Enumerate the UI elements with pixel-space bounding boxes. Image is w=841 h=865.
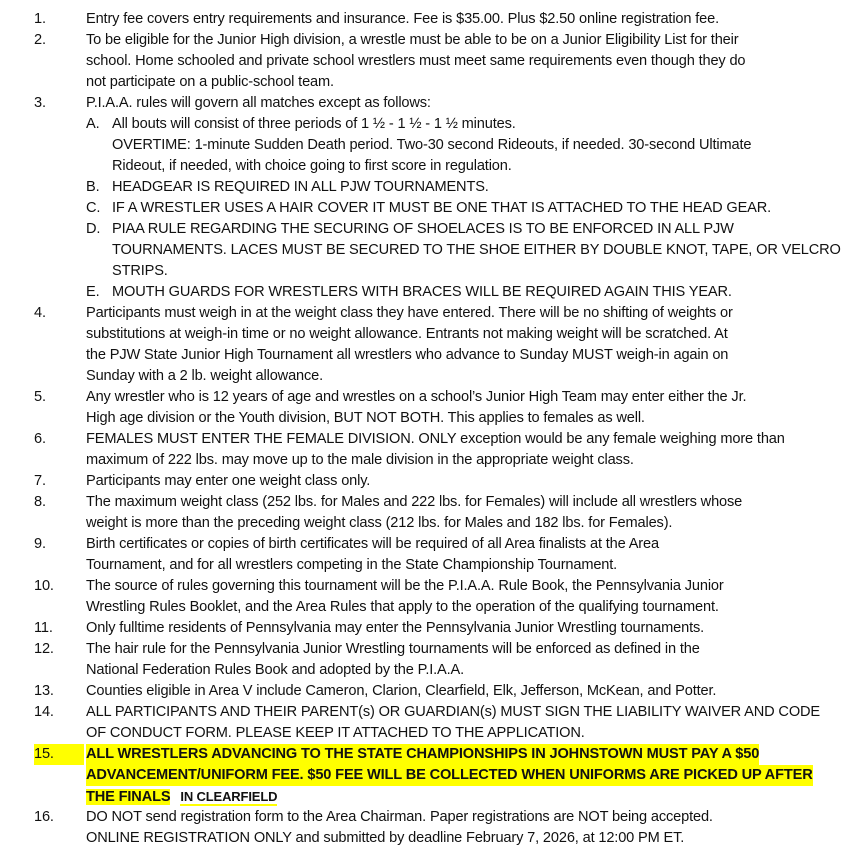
rule-text: ALL PARTICIPANTS AND THEIR PARENT(s) OR GUARDIAN(s) MUST SIGN THE LIABILITY WAIVER AND CODE	[86, 704, 820, 720]
rule-text: Entry fee covers entry requirements and insurance. Fee is $35.00. Plus $2.50 online registration fee.	[86, 11, 720, 27]
subitem-letter: E.	[86, 284, 100, 300]
location-note: IN CLEARFIELD	[180, 789, 278, 804]
rule-text: not participate on a public-school team.	[86, 74, 334, 90]
rule-item-14	[0, 702, 841, 723]
rule-text: the PJW State Junior High Tournament all wrestlers who advance to Sunday MUST weigh-in again on	[86, 347, 729, 363]
rule-item-6	[0, 429, 841, 450]
rule-text: DO NOT send registration form to the Area Chairman. Paper registrations are NOT being accepted.	[86, 809, 713, 825]
rule-number: 3.	[34, 95, 46, 111]
rule-item-10	[0, 576, 841, 597]
rule-number: 12.	[34, 641, 54, 657]
rule-text: The maximum weight class (252 lbs. for Males and 222 lbs. for Females) will include all wrestlers whose	[86, 494, 743, 510]
rule-item-2	[0, 30, 841, 51]
rule-number: 15.	[34, 744, 84, 765]
rule-text: FEMALES MUST ENTER THE FEMALE DIVISION. ONLY exception would be any female weighing more than	[86, 431, 785, 447]
rule-number: 14.	[34, 704, 54, 720]
rule-text: National Federation Rules Book and adopted by the P.I.A.A.	[86, 662, 465, 678]
subitem-text: HEADGEAR IS REQUIRED IN ALL PJW TOURNAMENTS.	[112, 179, 489, 195]
rule-text: ADVANCEMENT/UNIFORM FEE. $50 FEE WILL BE COLLECTED WHEN UNIFORMS ARE PICKED UP AFTER	[86, 765, 813, 786]
rule-text: substitutions at weigh-in time or no weight allowance. Entrants not making weight will be scratched. At	[86, 326, 728, 342]
subitem-letter: D.	[86, 221, 101, 237]
rule-text: ALL WRESTLERS ADVANCING TO THE STATE CHAMPIONSHIPS IN JOHNSTOWN MUST PAY A $50	[86, 744, 759, 765]
rule-text: Participants must weigh in at the weight class they have entered. There will be no shifting of weights or	[86, 305, 733, 321]
rule-text: Participants may enter one weight class only.	[86, 473, 371, 489]
rule-text: The source of rules governing this tournament will be the P.I.A.A. Rule Book, the Pennsylvania Junior	[86, 578, 724, 594]
subitem-text: All bouts will consist of three periods of 1 ½ - 1 ½ - 1 ½ minutes.	[112, 116, 516, 132]
subitem-text: MOUTH GUARDS FOR WRESTLERS WITH BRACES WILL BE REQUIRED AGAIN THIS YEAR.	[112, 284, 732, 300]
subitem-text: TOURNAMENTS. LACES MUST BE SECURED TO THE SHOE EITHER BY DOUBLE KNOT, TAPE, OR VELCRO	[112, 242, 841, 258]
rule-number: 5.	[34, 389, 46, 405]
subitem-text: PIAA RULE REGARDING THE SECURING OF SHOELACES IS TO BE ENFORCED IN ALL PJW	[112, 221, 734, 237]
rule-number: 9.	[34, 536, 46, 552]
rule-text: OF CONDUCT FORM. PLEASE KEEP IT ATTACHED TO THE APPLICATION.	[86, 725, 585, 741]
rule-item-11	[0, 618, 841, 639]
rule-text: Wrestling Rules Booklet, and the Area Rules that apply to the operation of the qualifying tournament.	[86, 599, 719, 615]
rule-number: 2.	[34, 32, 46, 48]
rule-number: 10.	[34, 578, 54, 594]
rule-item-13	[0, 681, 841, 702]
rule-text: To be eligible for the Junior High division, a wrestle must be able to be on a Junior Eligibility List for their	[86, 32, 739, 48]
rule-text: school. Home schooled and private school wrestlers must meet same requirements even though they do	[86, 53, 746, 69]
subitem-letter: A.	[86, 116, 100, 132]
rule-text: Tournament, and for all wrestlers competing in the State Championship Tournament.	[86, 557, 618, 573]
subitem-c	[0, 198, 841, 219]
rule-item-1	[0, 9, 841, 30]
subitem-letter: C.	[86, 200, 101, 216]
rule-item-4	[0, 303, 841, 324]
rule-item-9	[0, 534, 841, 555]
rule-text: THE FINALS	[86, 789, 171, 805]
rule-text: Any wrestler who is 12 years of age and wrestles on a school’s Junior High Team may enter either the Jr.	[86, 389, 747, 405]
subitem-letter: B.	[86, 179, 100, 195]
rule-text: weight is more than the preceding weight class (212 lbs. for Males and 182 lbs. for Females).	[86, 515, 673, 531]
rule-item-7	[0, 471, 841, 492]
rule-number: 4.	[34, 305, 46, 321]
rule-number: 7.	[34, 473, 46, 489]
subitem-text: OVERTIME: 1-minute Sudden Death period. Two-30 second Rideouts, if needed. 30-second Ultimate	[112, 137, 752, 153]
rule-number: 8.	[34, 494, 46, 510]
subitem-e	[0, 282, 841, 303]
rule-text: High age division or the Youth division, BUT NOT BOTH. This applies to females as well.	[86, 410, 645, 426]
rule-item-15-highlighted	[0, 744, 841, 765]
rule-item-12	[0, 639, 841, 660]
rule-text: Only fulltime residents of Pennsylvania may enter the Pennsylvania Junior Wrestling tournaments.	[86, 620, 705, 636]
subitem-d	[0, 219, 841, 240]
subitem-a	[0, 114, 841, 135]
rule-item-16	[0, 807, 841, 828]
subitem-text: IF A WRESTLER USES A HAIR COVER IT MUST BE ONE THAT IS ATTACHED TO THE HEAD GEAR.	[112, 200, 772, 216]
rule-text: maximum of 222 lbs. may move up to the male division in the appropriate weight class.	[86, 452, 634, 468]
subitem-b	[0, 177, 841, 198]
rule-number: 13.	[34, 683, 54, 699]
rule-text: Birth certificates or copies of birth certificates will be required of all Area finalists at the Area	[86, 536, 659, 552]
subitem-text: STRIPS.	[112, 263, 168, 279]
rule-text: P.I.A.A. rules will govern all matches except as follows:	[86, 95, 431, 111]
rule-item-8	[0, 492, 841, 513]
rule-number: 16.	[34, 809, 54, 825]
rule-text: Sunday with a 2 lb. weight allowance.	[86, 368, 324, 384]
subitem-text: Rideout, if needed, with choice going to first score in regulation.	[112, 158, 512, 174]
rule-text: ONLINE REGISTRATION ONLY and submitted by deadline February 7, 2026, at 12:00 PM ET.	[86, 830, 685, 846]
rule-item-5	[0, 387, 841, 408]
rule-number: 11.	[34, 620, 53, 636]
rule-item-3	[0, 93, 841, 114]
rule-text: The hair rule for the Pennsylvania Junior Wrestling tournaments will be enforced as defined in the	[86, 641, 700, 657]
rule-number: 1.	[34, 11, 46, 27]
rule-number: 6.	[34, 431, 46, 447]
rule-text: Counties eligible in Area V include Cameron, Clarion, Clearfield, Elk, Jefferson, McKean, and Potter.	[86, 683, 717, 699]
